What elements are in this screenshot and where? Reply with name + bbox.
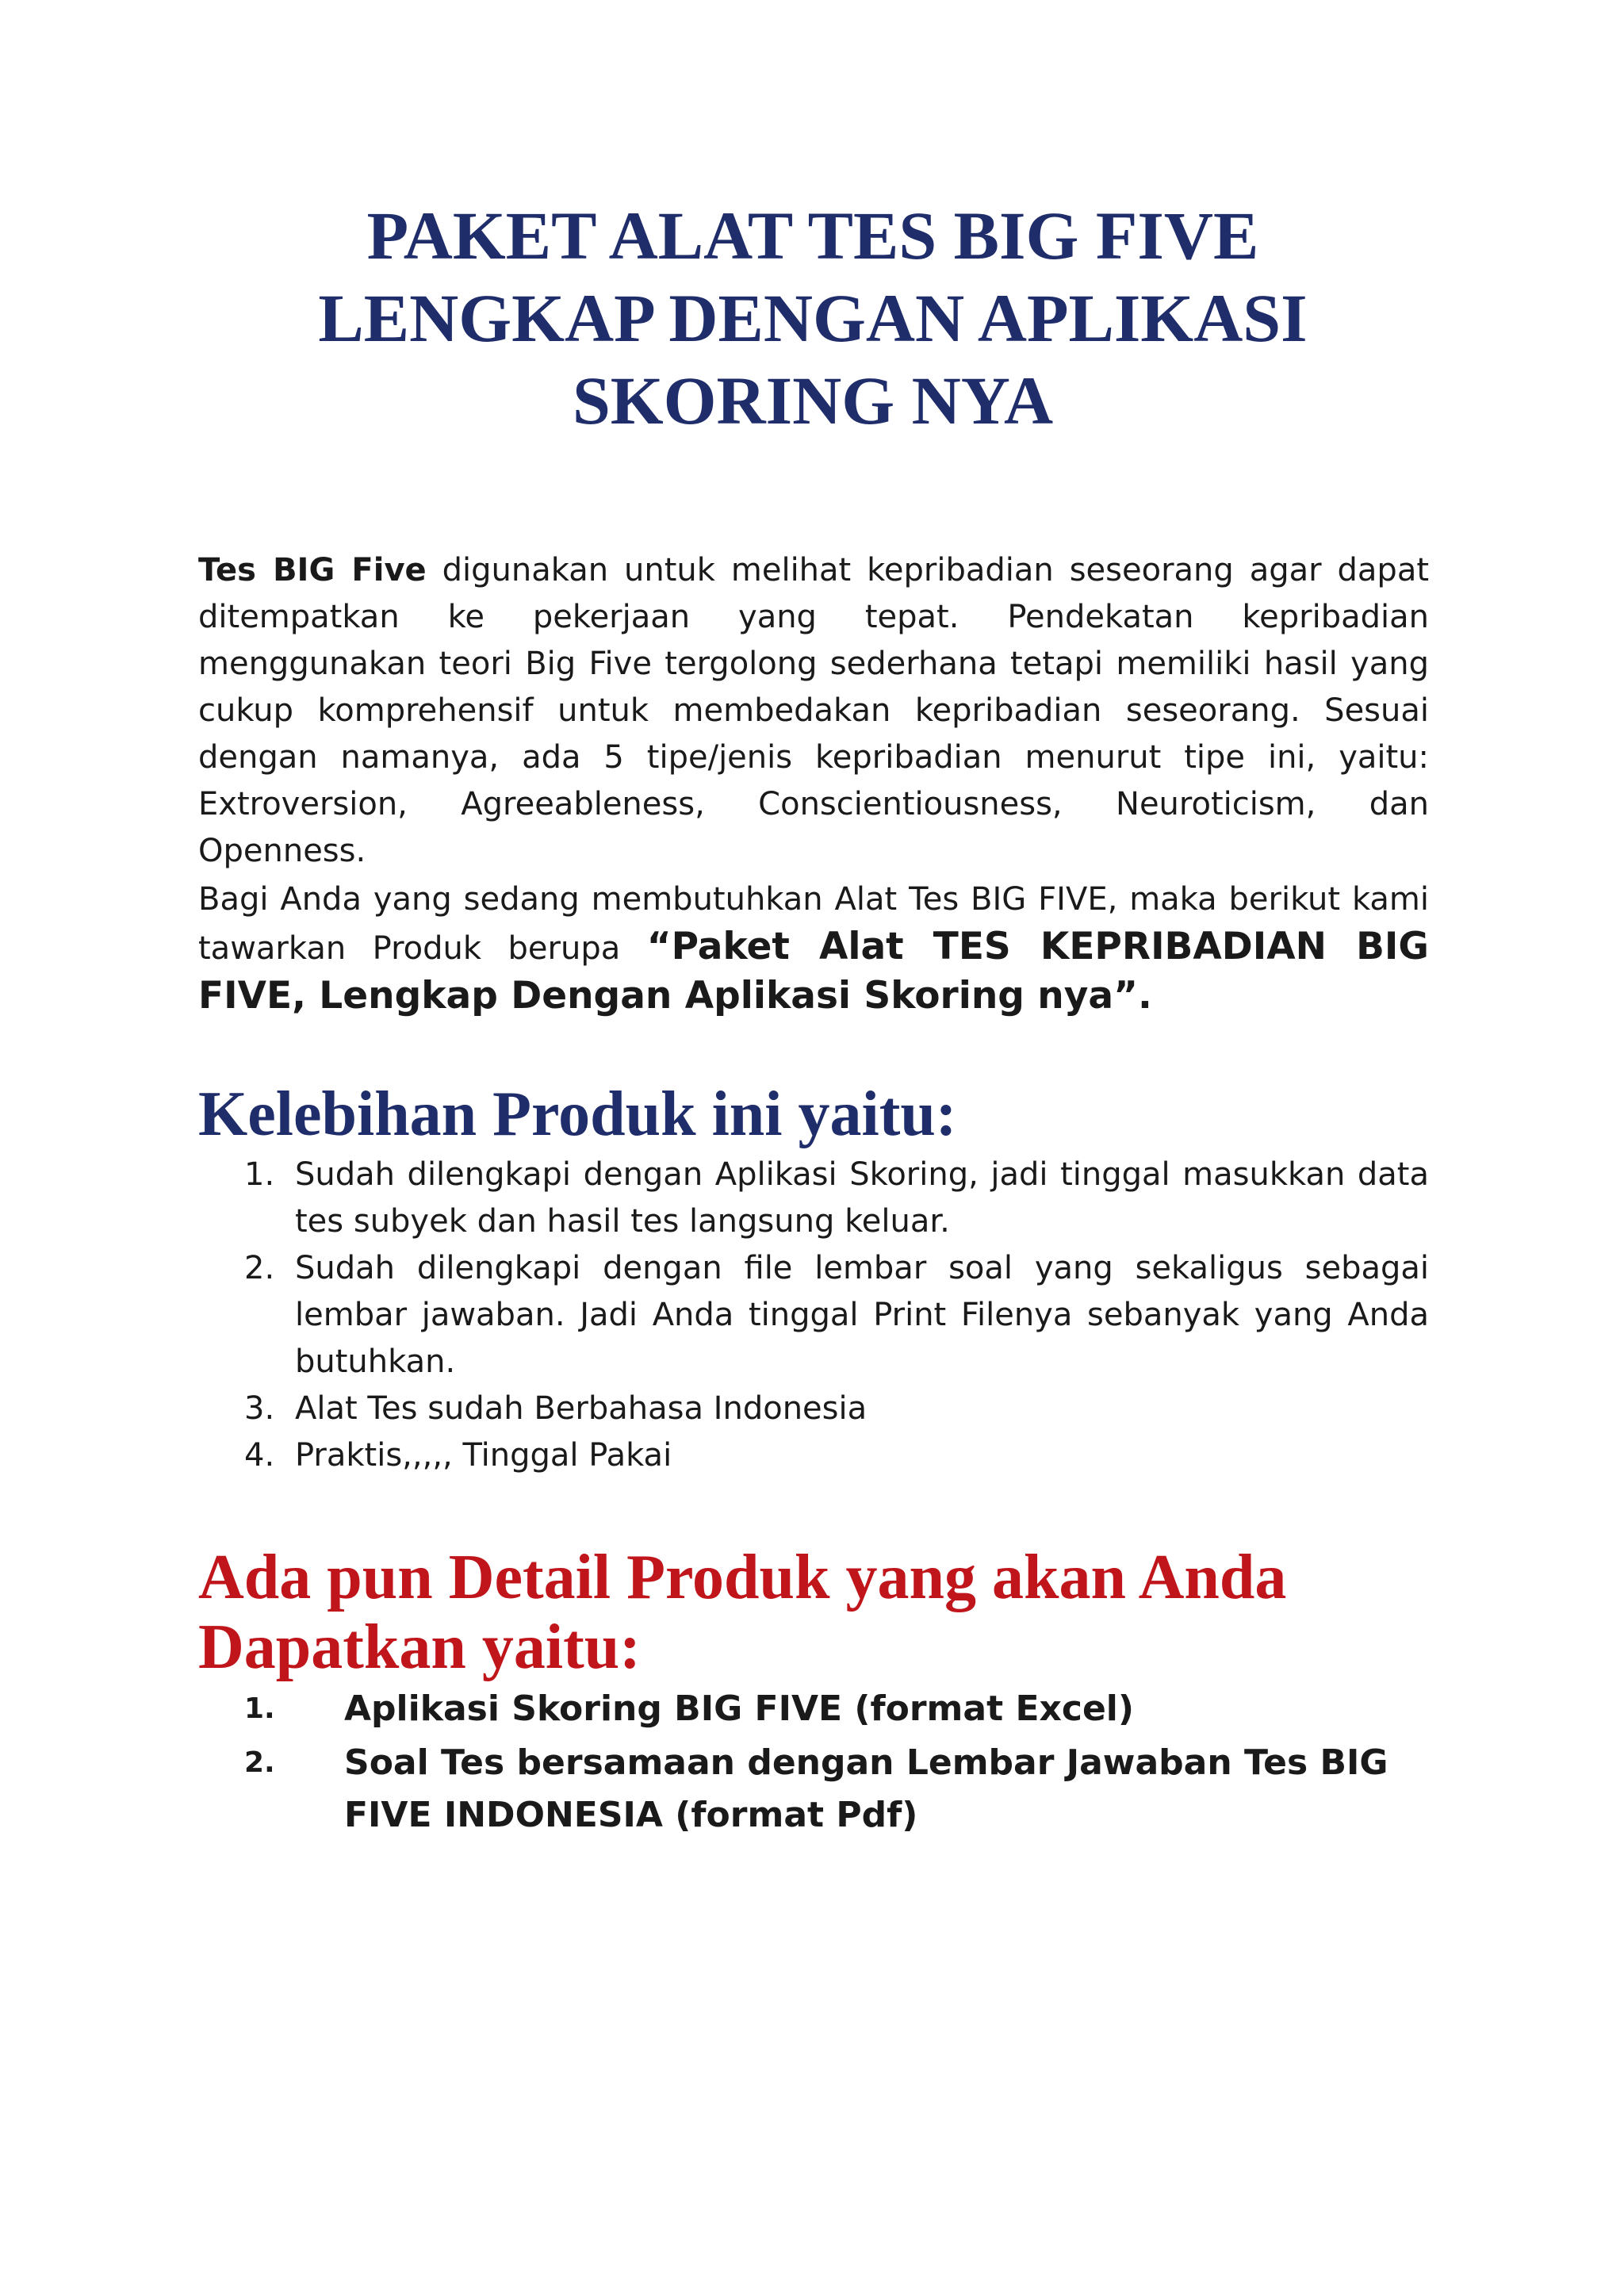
advantages-heading: Kelebihan Produk ini yaitu: — [198, 1079, 957, 1149]
intro-paragraph — [198, 547, 1429, 875]
intro-text: digunakan untuk melihat kepribadian seseorang agar dapat ditempatkan ke pekerjaan yang tepat. Pendekatan kepribadian menggunakan teori Big Five tergolong sederhana tetapi memiliki hasil yang cukup komprehensif untuk membedakan kepribadian seseorang. Sesuai dengan namanya, ada 5 tipe/jenis kepribadian menurut tipe ini, yaitu: Extroversion, Agreeableness, Conscientiousness, Neuroticism, dan Openness. — [198, 552, 1430, 869]
list-item-number: 2. — [244, 1250, 275, 1286]
details-list — [198, 1683, 1429, 1843]
intro-lead: Tes BIG Five — [198, 552, 427, 588]
list-item — [198, 1245, 1429, 1386]
advantages-list — [198, 1152, 1429, 1479]
list-item — [198, 1683, 1429, 1735]
list-item — [198, 1386, 1429, 1432]
list-item-number: 2. — [244, 1746, 275, 1779]
details-heading: Ada pun Detail Produk yang akan Anda Dapatkan yaitu: — [198, 1543, 1287, 1682]
list-item-text: Aplikasi Skoring BIG FIVE (format Excel) — [344, 1688, 1134, 1729]
list-item-number: 1. — [244, 1692, 275, 1725]
list-item-text: Soal Tes bersamaan dengan Lembar Jawaban Tes BIG FIVE INDONESIA (format Pdf) — [344, 1742, 1388, 1835]
list-item-text: Praktis,,,,, Tinggal Pakai — [295, 1437, 672, 1474]
offer-product-name: “Paket Alat TES KEPRIBADIAN BIG FIVE, Lengkap Dengan Aplikasi Skoring nya”. — [198, 925, 1429, 1018]
offer-text: Bagi Anda yang sedang membutuhkan Alat Tes BIG FIVE, maka berikut kami tawarkan Produk berupa — [198, 881, 1429, 967]
list-item — [198, 1432, 1429, 1479]
title-line-1: PAKET ALAT TES BIG FIVE — [366, 197, 1259, 274]
list-item — [198, 1737, 1429, 1842]
list-item-number: 3. — [244, 1390, 275, 1427]
list-item-text: Alat Tes sudah Berbahasa Indonesia — [295, 1390, 868, 1427]
list-item — [198, 1152, 1429, 1245]
list-item-number: 4. — [244, 1437, 275, 1474]
list-item-text: Sudah dilengkapi dengan Aplikasi Skoring, jadi tinggal masukkan data tes subyek dan hasil tes langsung keluar. — [295, 1156, 1429, 1240]
title-line-2: LENGKAP DENGAN APLIKASI — [318, 280, 1308, 356]
list-item-number: 1. — [244, 1156, 275, 1193]
offer-paragraph — [198, 876, 1429, 1022]
title-line-3: SKORING NYA — [572, 362, 1054, 439]
list-item-text: Sudah dilengkapi dengan file lembar soal yang sekaligus sebagai lembar jawaban. Jadi Anda tinggal Print Filenya sebanyak yang Anda butuhkan. — [295, 1250, 1429, 1380]
document-title — [198, 194, 1427, 442]
